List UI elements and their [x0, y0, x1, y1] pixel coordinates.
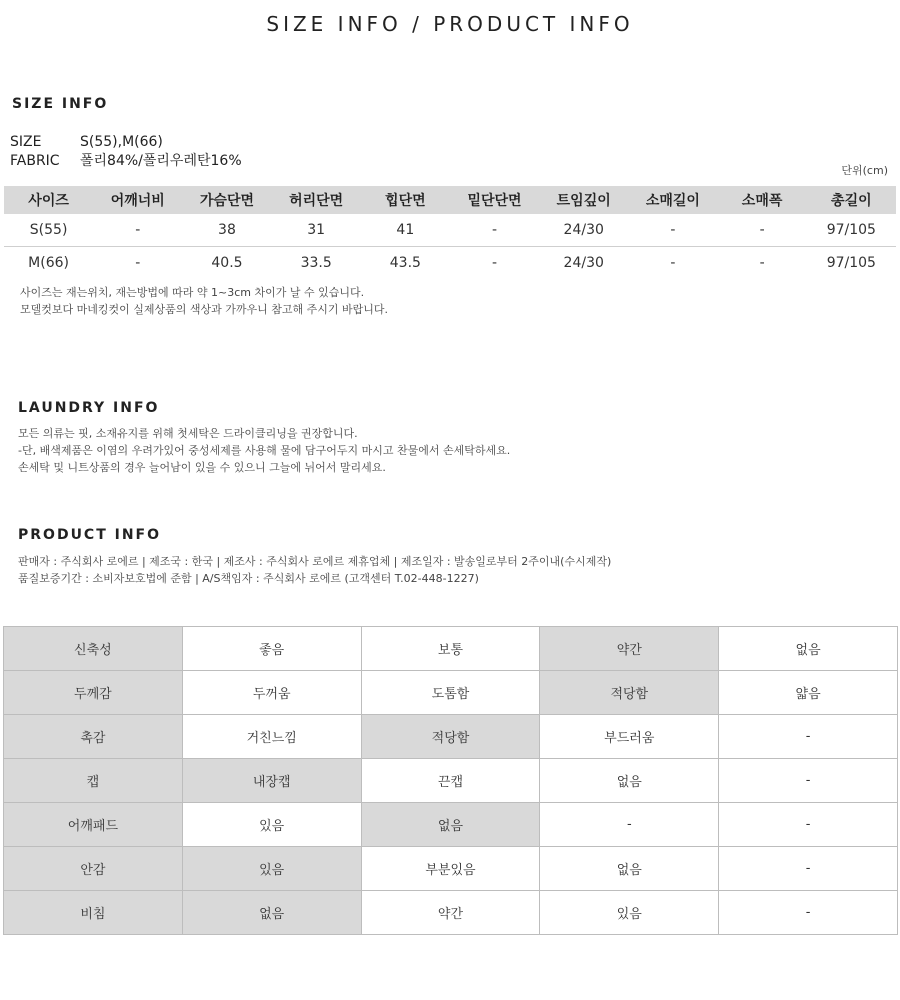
property-row [4, 759, 898, 803]
property-option: 얇음 [719, 671, 898, 715]
property-option: 내장캡 [182, 759, 361, 803]
col-header: 가슴단면 [182, 186, 271, 214]
col-header: 총길이 [807, 186, 896, 214]
table-row [4, 214, 896, 247]
table-cell: - [93, 214, 182, 247]
property-option: 끈캡 [361, 759, 540, 803]
property-option: 약간 [540, 627, 719, 671]
property-option: 좋음 [182, 627, 361, 671]
property-option: 있음 [182, 803, 361, 847]
table-cell: - [718, 214, 807, 247]
fabric-label: FABRIC [10, 153, 60, 169]
table-cell: - [135, 255, 141, 271]
property-option: - [540, 803, 719, 847]
table-cell: 24/30 [563, 255, 604, 271]
table-cell: 43.5 [389, 255, 421, 271]
property-option: 약간 [361, 891, 540, 935]
table-cell: - [759, 255, 765, 271]
property-label: 비침 [4, 891, 183, 935]
property-option: - [719, 847, 898, 891]
property-option: 없음 [182, 891, 361, 935]
fabric-line [10, 150, 242, 170]
col-header: 어깨너비 [93, 186, 182, 214]
col-header: 소매폭 [718, 186, 807, 214]
size-line [10, 134, 163, 150]
property-option: 거친느낌 [182, 715, 361, 759]
table-cell: 97/105 [826, 255, 876, 271]
size-table-header [4, 186, 896, 214]
property-label: 어깨패드 [4, 803, 183, 847]
property-option: 없음 [540, 847, 719, 891]
size-value: S(55),M(66) [80, 134, 163, 150]
property-option: 적당함 [361, 715, 540, 759]
laundry-line: 모든 의류는 핏, 소재유지를 위해 첫세탁은 드라이클리닝을 권장합니다. [18, 427, 358, 440]
property-option: 있음 [182, 847, 361, 891]
property-option: 부분있음 [361, 847, 540, 891]
col-header: 허리단면 [272, 186, 361, 214]
property-label: 촉감 [4, 715, 183, 759]
table-cell: 31 [272, 214, 361, 247]
product-line: 판매자 : 주식회사 로에르 | 제조국 : 한국 | 제조사 : 주식회사 로에르 제휴업체 | 제조일자 : 발송일로부터 2주이내(수시제작) [18, 555, 612, 568]
property-row [4, 671, 898, 715]
size-note: 사이즈는 재는위치, 재는방법에 따라 약 1~3cm 차이가 날 수 있습니다. [20, 286, 365, 299]
table-cell: - [492, 255, 498, 271]
size-table [4, 186, 896, 279]
col-header: 힙단면 [361, 186, 450, 214]
laundry-info-heading: LAUNDRY INFO [18, 400, 160, 416]
table-cell: - [450, 214, 539, 247]
laundry-line: -단, 배색제품은 이염의 우려가있어 중성세제를 사용해 물에 담구어두지 마시고 찬물에서 손세탁하세요. [18, 444, 511, 457]
size-label: SIZE [10, 134, 42, 150]
property-label: 두께감 [4, 671, 183, 715]
col-header: 밑단단면 [450, 186, 539, 214]
property-option: 없음 [540, 759, 719, 803]
fabric-value: 폴리84%/폴리우레탄16% [80, 153, 242, 169]
size-note: 모델컷보다 마네킹컷이 실제상품의 색상과 가까우니 참고해 주시기 바랍니다. [20, 303, 389, 316]
col-header: 사이즈 [4, 186, 93, 214]
table-row [4, 247, 896, 280]
property-option: - [719, 715, 898, 759]
property-option: 없음 [719, 627, 898, 671]
property-row [4, 715, 898, 759]
property-option: - [719, 803, 898, 847]
property-option: 보통 [361, 627, 540, 671]
unit-label: 단위(cm) [841, 164, 888, 177]
property-option: 두꺼움 [182, 671, 361, 715]
table-cell: - [670, 255, 676, 271]
property-label: 캡 [4, 759, 183, 803]
property-option: 도톰함 [361, 671, 540, 715]
table-cell: 33.5 [300, 255, 332, 271]
product-info-heading: PRODUCT INFO [18, 527, 162, 543]
table-cell: 40.5 [211, 255, 243, 271]
property-option: - [719, 891, 898, 935]
size-info-heading: SIZE INFO [12, 96, 109, 112]
property-option: - [719, 759, 898, 803]
laundry-line: 손세탁 및 니트상품의 경우 늘어남이 있을 수 있으니 그늘에 뉘어서 말리세요. [18, 461, 386, 474]
product-line: 품질보증기간 : 소비자보호법에 준함 | A/S책임자 : 주식회사 로에르 (고객센터 T.02-448-1227) [18, 572, 479, 585]
property-option: 있음 [540, 891, 719, 935]
size-notes [20, 284, 388, 318]
property-option: 없음 [361, 803, 540, 847]
col-header: 소매길이 [628, 186, 717, 214]
property-row [4, 627, 898, 671]
col-header: 트임깊이 [539, 186, 628, 214]
property-row [4, 847, 898, 891]
page-title: SIZE INFO / PRODUCT INFO [266, 12, 634, 36]
table-cell: 41 [361, 214, 450, 247]
properties-table [3, 626, 898, 935]
table-cell: 38 [182, 214, 271, 247]
table-cell: M(66) [28, 255, 69, 271]
property-label: 신축성 [4, 627, 183, 671]
product-notes [18, 553, 611, 587]
property-option: 적당함 [540, 671, 719, 715]
property-row [4, 891, 898, 935]
laundry-notes [18, 425, 510, 476]
table-cell: 24/30 [539, 214, 628, 247]
table-cell: - [628, 214, 717, 247]
table-cell: S(55) [4, 214, 93, 247]
table-cell: 97/105 [807, 214, 896, 247]
property-label: 안감 [4, 847, 183, 891]
property-option: 부드러움 [540, 715, 719, 759]
property-row [4, 803, 898, 847]
